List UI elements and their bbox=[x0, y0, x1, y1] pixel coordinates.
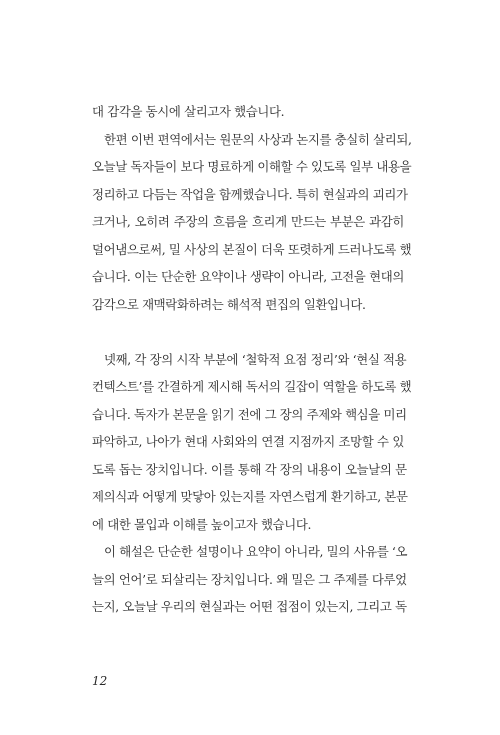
text-line: 정리하고 다듬는 작업을 함께했습니다. 특히 현실과의 괴리가 bbox=[92, 186, 408, 202]
text-line: 크거나, 오히려 주장의 흐름을 흐리게 만드는 부분은 과감히 bbox=[92, 214, 404, 229]
text-line: 습니다. 이는 단순한 요약이나 생략이 아니라, 고전을 현대의 bbox=[92, 269, 404, 284]
text-line: 감각으로 재맥락화하려는 해석적 편집의 일환입니다. bbox=[92, 296, 366, 312]
text-line: 컨텍스트’를 간결하게 제시해 독서의 길잡이 역할을 하도록 했 bbox=[92, 379, 412, 394]
text-line: 는지, 오늘날 우리의 현실과는 어떤 접점이 있는지, 그리고 독 bbox=[92, 599, 407, 614]
body-text bbox=[92, 98, 412, 621]
text-line: 한편 이번 편역에서는 원문의 사상과 논지를 충실히 살리되, bbox=[104, 131, 412, 147]
page-number: 12 bbox=[92, 674, 108, 688]
text-line: 대 감각을 동시에 살리고자 했습니다. bbox=[92, 104, 285, 119]
text-line: 오늘날 독자들이 보다 명료하게 이해할 수 있도록 일부 내용을 bbox=[92, 159, 412, 174]
text-line: 도록 돕는 장치입니다. 이를 통해 각 장의 내용이 오늘날의 문 bbox=[92, 461, 407, 477]
text-line: 이 해설은 단순한 설명이나 요약이 아니라, 밀의 사유를 ‘오 bbox=[104, 544, 408, 559]
paragraph-gap bbox=[92, 318, 404, 346]
text-line: 늘의 언어’로 되살리는 장치입니다. 왜 밀은 그 주제를 다루었 bbox=[92, 571, 407, 587]
text-line: 제의식과 어떻게 맞닿아 있는지를 자연스럽게 환기하고, 본문 bbox=[92, 489, 408, 504]
text-line: 덜어냄으로써, 밀 사상의 본질이 더욱 또렷하게 드러나도록 했 bbox=[92, 241, 412, 257]
text-line: 넷째, 각 장의 시작 부분에 ‘철학적 요점 정리’와 ‘현실 적용 bbox=[104, 351, 407, 367]
text-line: 에 대한 몰입과 이해를 높이고자 했습니다. bbox=[92, 516, 312, 532]
text-line: 파악하고, 나아가 현대 사회와의 연결 지점까지 조망할 수 있 bbox=[92, 434, 404, 449]
text-line: 습니다. 독자가 본문을 읽기 전에 그 장의 주제와 핵심을 미리 bbox=[92, 406, 407, 422]
